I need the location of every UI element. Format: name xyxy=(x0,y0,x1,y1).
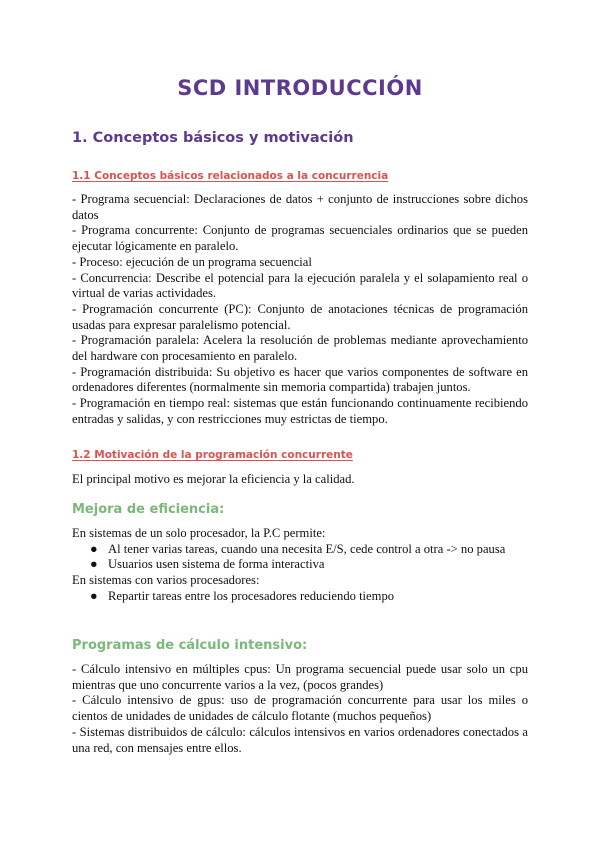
concept-item: - Programación distribuida: Su objetivo es hacer que varios componentes de software en ordenadores diferentes (normalmente sin memoria compartida) trabajen juntos. xyxy=(72,364,528,395)
efficiency-line: En sistemas de un solo procesador, la P.C permite: xyxy=(72,526,326,540)
subsection-heading-concepts: 1.1 Conceptos básicos relacionados a la concurrencia xyxy=(72,170,389,182)
motivation-intro: El principal motivo es mejorar la eficiencia y la calidad. xyxy=(72,472,355,486)
intensive-heading: Programas de cálculo intensivo: xyxy=(72,638,308,653)
efficiency-block xyxy=(72,526,528,605)
intensive-list xyxy=(72,662,528,756)
concept-item: - Programa concurrente: Conjunto de programas secuenciales ordinarios que se pueden ejecutar lógicamente en paralelo. xyxy=(72,223,528,254)
intensive-item: - Sistemas distribuidos de cálculo: cálculos intensivos en varios ordenadores conectados a una red, con mensajes entre ellos. xyxy=(72,724,528,755)
page-title: SCD INTRODUCCIÓN xyxy=(177,76,423,100)
list-item-text: Repartir tareas entre los procesadores reduciendo tiempo xyxy=(108,588,395,603)
concept-item: - Programación concurrente (PC): Conjunto de anotaciones técnicas de programación usadas para expresar paralelismo potencial. xyxy=(72,301,528,332)
efficiency-bullets xyxy=(72,589,528,605)
bullet-icon: ● xyxy=(90,541,98,556)
concept-item: - Programa secuencial: Declaraciones de datos + conjunto de instrucciones sobre dichos datos xyxy=(72,192,528,222)
efficiency-line: En sistemas con varios procesadores: xyxy=(72,573,260,588)
list-item xyxy=(90,557,528,573)
concepts-list xyxy=(72,192,528,428)
efficiency-heading: Mejora de eficiencia: xyxy=(72,502,225,517)
bullet-icon: ● xyxy=(90,557,98,572)
concept-item: - Programación paralela: Acelera la resolución de problemas mediante aprovechamiento del hardware con procesamiento en paralelo. xyxy=(72,333,528,364)
section-heading: 1. Conceptos básicos y motivación xyxy=(72,130,354,146)
list-item-text: Al tener varias tareas, cuando una necesita E/S, cede control a otra -> no pausa xyxy=(108,541,506,556)
bullet-icon: ● xyxy=(90,588,98,603)
concept-item: - Concurrencia: Describe el potencial para la ejecución paralela y el solapamiento real o virtual de varias actividades. xyxy=(72,270,528,301)
concept-item: - Programación en tiempo real: sistemas que están funcionando continuamente recibiendo entradas y salidas, y con restricciones muy estrictas de tiempo. xyxy=(72,396,528,426)
list-item xyxy=(90,588,528,605)
intensive-item: - Cálculo intensivo de gpus: uso de programación concurrente para usar los miles o cientos de unidades de unidades de cálculo flotante (muchos pequeños) xyxy=(72,693,528,724)
efficiency-bullets xyxy=(72,542,528,573)
subsection-heading-motivation: 1.2 Motivación de la programación concurrente xyxy=(72,449,353,461)
concept-item: - Proceso: ejecución de un programa secuencial xyxy=(72,254,312,269)
intensive-item: - Cálculo intensivo en múltiples cpus: Un programa secuencial puede usar solo un cpu mientras que uno concurrente varios a la vez, (pocos grandes) xyxy=(72,662,528,692)
list-item xyxy=(90,541,528,558)
list-item-text: Usuarios usen sistema de forma interactiva xyxy=(108,557,325,572)
